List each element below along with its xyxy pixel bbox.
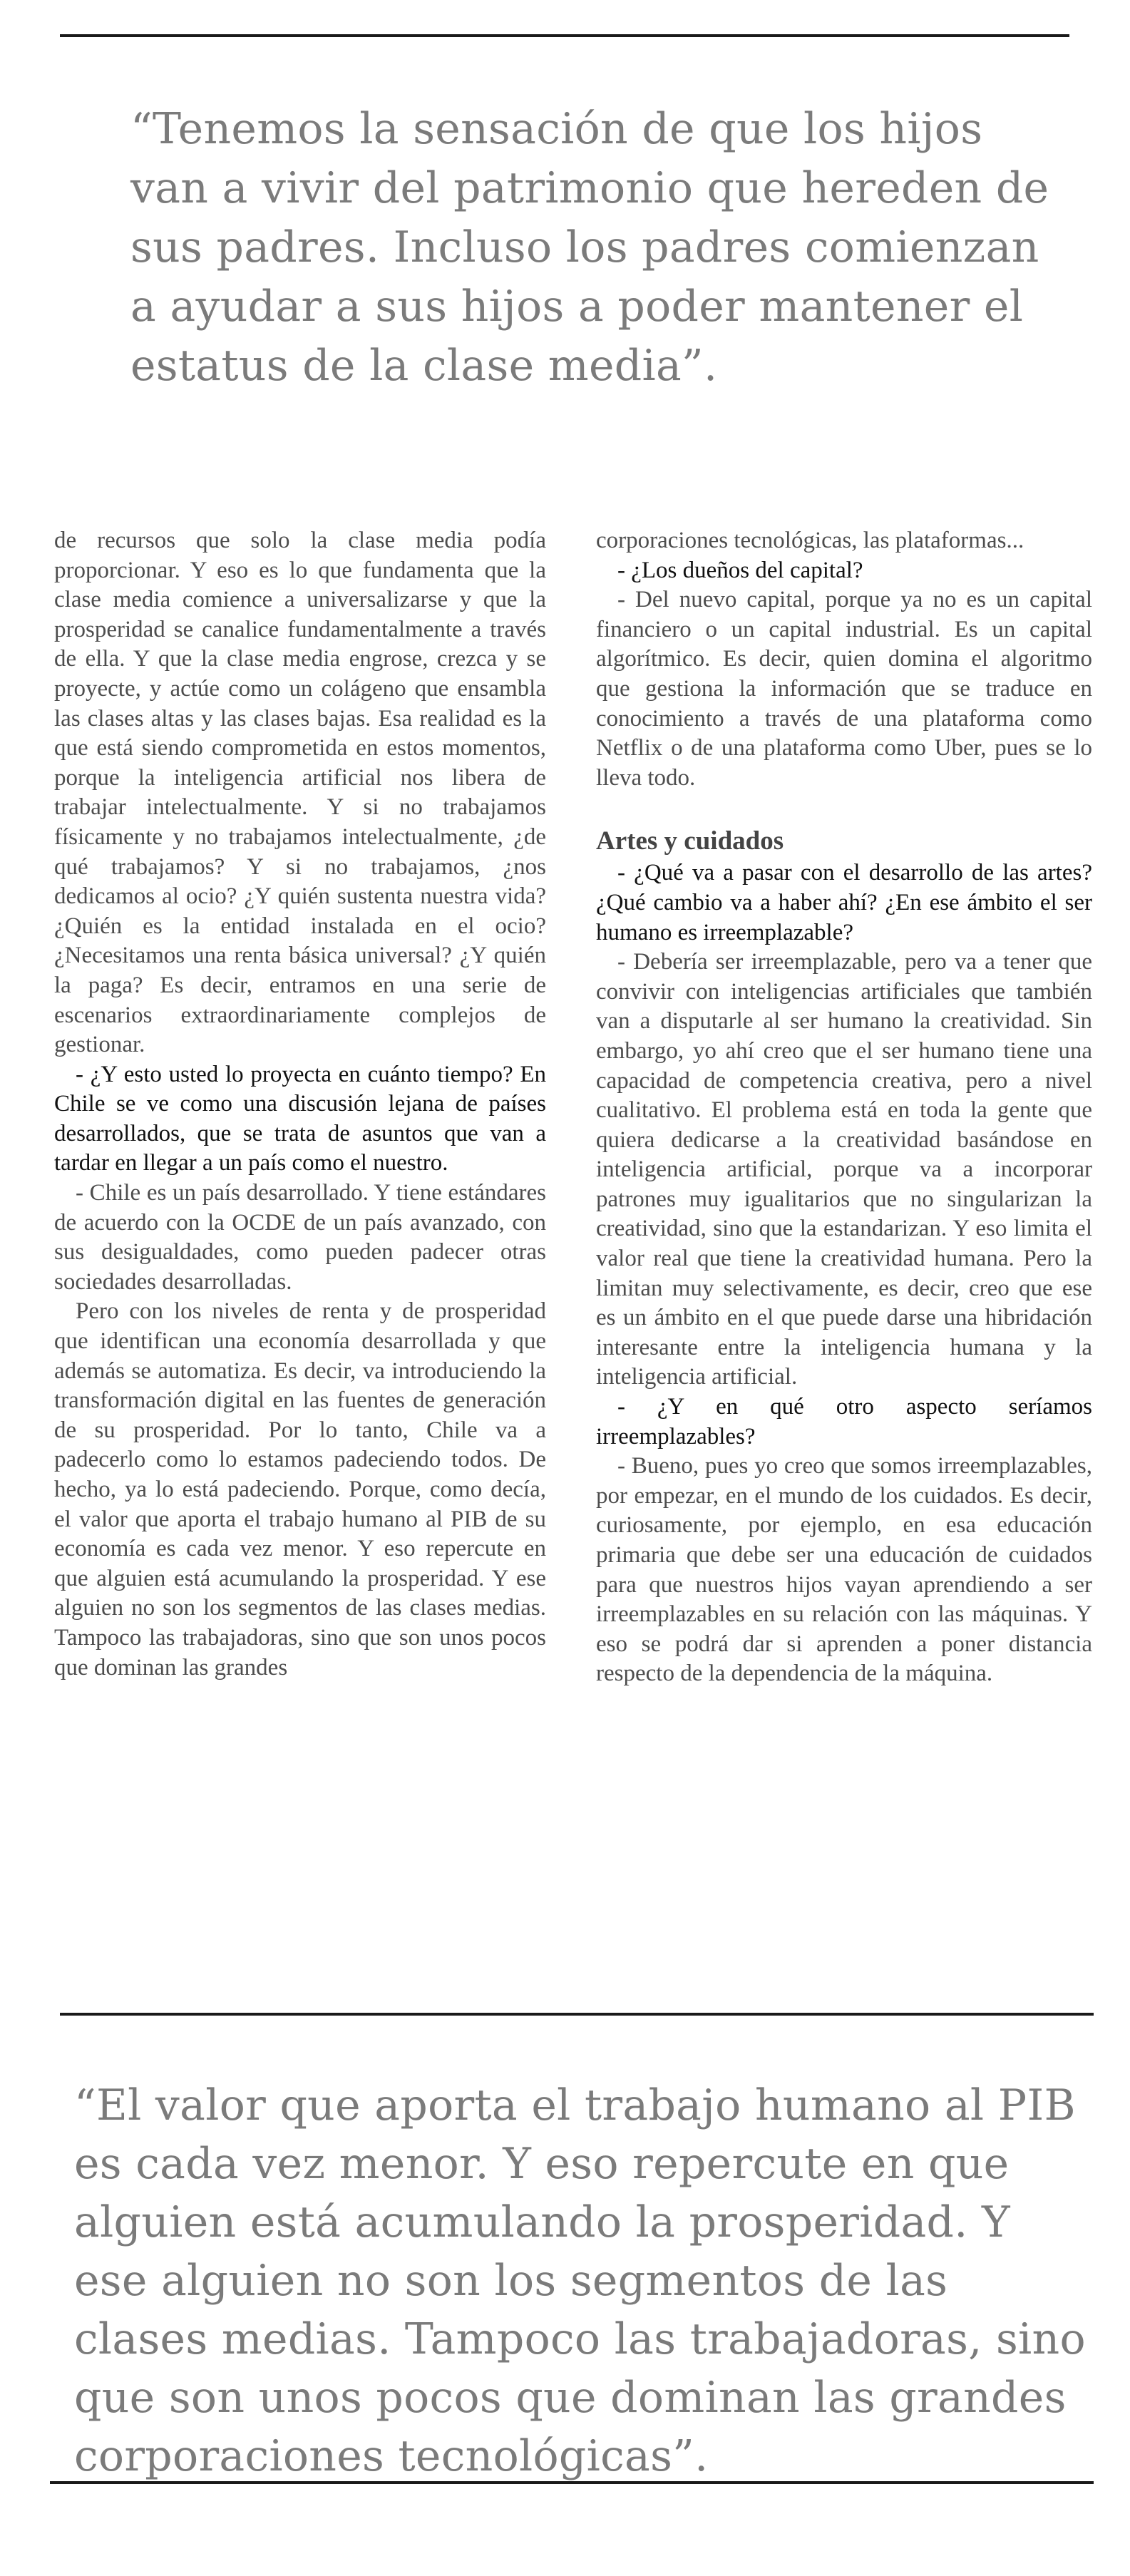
paragraph: - Del nuevo capital, porque ya no es un capital financiero o un capital industrial. Es un capital algorítmico. Es decir, quien domina el algoritmo que gestiona la información que se traduce en conocimiento a través de una plataforma como Netflix o de una plataforma como Uber, pues se lo lleva todo. — [596, 587, 1092, 791]
bottom-quote-top-rule — [60, 2013, 1094, 2016]
article-column-left — [54, 526, 546, 1683]
pull-quote-top: “Tenemos la sensación de que los hijos van a vivir del patrimonio que hereden de sus padres. Incluso los padres comienzan a ayudar a sus hijos a poder mantener el estatus de la clase media”. — [130, 104, 1049, 391]
interview-question: - ¿Y esto usted lo proyecta en cuánto tiempo? En Chile se ve como una discusión lejana de países desarrollados, que se trata de asuntos que van a tardar en llegar a un país como el nuestro. — [54, 1061, 546, 1176]
paragraph: corporaciones tecnológicas, las plataformas... — [596, 528, 1024, 553]
paragraph: Pero con los niveles de renta y de prosperidad que identifican una economía desarrollada y que además se automatiza. Es decir, va introduciendo la transformación digital en las fuentes de generación de su prosperidad. Por lo tanto, Chile va a padecerlo como lo estamos padeciendo todos. De hecho, ya lo está padeciendo. Porque, como decía, el valor que aporta el trabajo humano al PIB de su economía es cada vez menor. Y eso repercute en que alguien está acumulando la prosperidad. Y ese alguien no son los segmentos de las clases medias. Tampoco las trabajadoras, sino que son unos pocos que dominan las grandes — [54, 1298, 546, 1680]
paragraph: - Debería ser irreemplazable, pero va a tener que convivir con inteligencias artificiales que también van a disputarle al ser humano la creatividad. Sin embargo, yo ahí creo que el ser humano tiene una capacidad de competencia creativa, pero a nivel cualitativo. El problema está en toda la gente que quiera dedicarse a la creatividad basándose en inteligencia artificial, porque va a incorporar patrones muy igualitarios que no singularizan la creatividad, sino que la estandarizan. Y eso limita el valor real que tiene la creatividad humana. Pero la limitan muy selectivamente, es decir, creo que ese es un ámbito en el que puede darse una hibridación interesante entre la inteligencia humana y la inteligencia artificial. — [596, 949, 1092, 1390]
interview-question: - ¿Qué va a pasar con el desarrollo de las artes? ¿Qué cambio va a haber ahí? ¿En ese ámbito el ser humano es irreemplazable? — [596, 860, 1092, 945]
paragraph: de recursos que solo la clase media podía proporcionar. Y eso es lo que fundamenta que la clase media comience a universalizarse y que la prosperidad se canalice fundamentalmente a través de ella. Y que la clase media engrose, crezca y se proyecte, y actúe como un colágeno que ensambla las clases altas y las clases bajas. Esa realidad es la que está siendo comprometida en estos momentos, porque la inteligencia artificial nos libera de trabajar intelectualmente. Y si no trabajamos físicamente y no trabajamos intelectualmente, ¿de qué trabajamos? Y si no trabajamos, ¿nos dedicamos al ocio? ¿Y quién sustenta nuestra vida? ¿Quién es la entidad instalada en el ocio? ¿Necesitamos una renta básica universal? ¿Y quién la paga? Es decir, entramos en una serie de escenarios extraordinariamente complejos de gestionar. — [54, 528, 546, 1058]
interview-question: - ¿Los dueños del capital? — [617, 557, 863, 583]
pull-quote-bottom: “El valor que aporta el trabajo humano al PIB es cada vez menor. Y eso repercute en que alguien está acumulando la prosperidad. Y ese alguien no son los segmentos de las clases medias. Tampoco las trabajadoras, sino que son unos pocos que dominan las grandes corporaciones tecnológicas”. — [74, 2080, 1086, 2481]
top-rule — [60, 34, 1069, 37]
paragraph: - Bueno, pues yo creo que somos irreemplazables, por empezar, en el mundo de los cuidados. Es decir, curiosamente, por ejemplo, en esa educación primaria que debe ser una educación de cuidados para que nuestros hijos vayan aprendiendo a ser irreemplazables en su relación con las máquinas. Y eso se podrá dar si aprenden a poner distancia respecto de la dependencia de la máquina. — [596, 1453, 1092, 1687]
section-heading: Artes y cuidados — [596, 826, 784, 856]
bottom-rule — [50, 2481, 1094, 2484]
interview-question: - ¿Y en qué otro aspecto seríamos irreemplazables? — [596, 1394, 1092, 1449]
article-column-right — [596, 526, 1092, 1689]
paragraph: - Chile es un país desarrollado. Y tiene estándares de acuerdo con la OCDE de un país avanzado, con sus desigualdades, como pueden padecer otras sociedades desarrolladas. — [54, 1180, 546, 1295]
